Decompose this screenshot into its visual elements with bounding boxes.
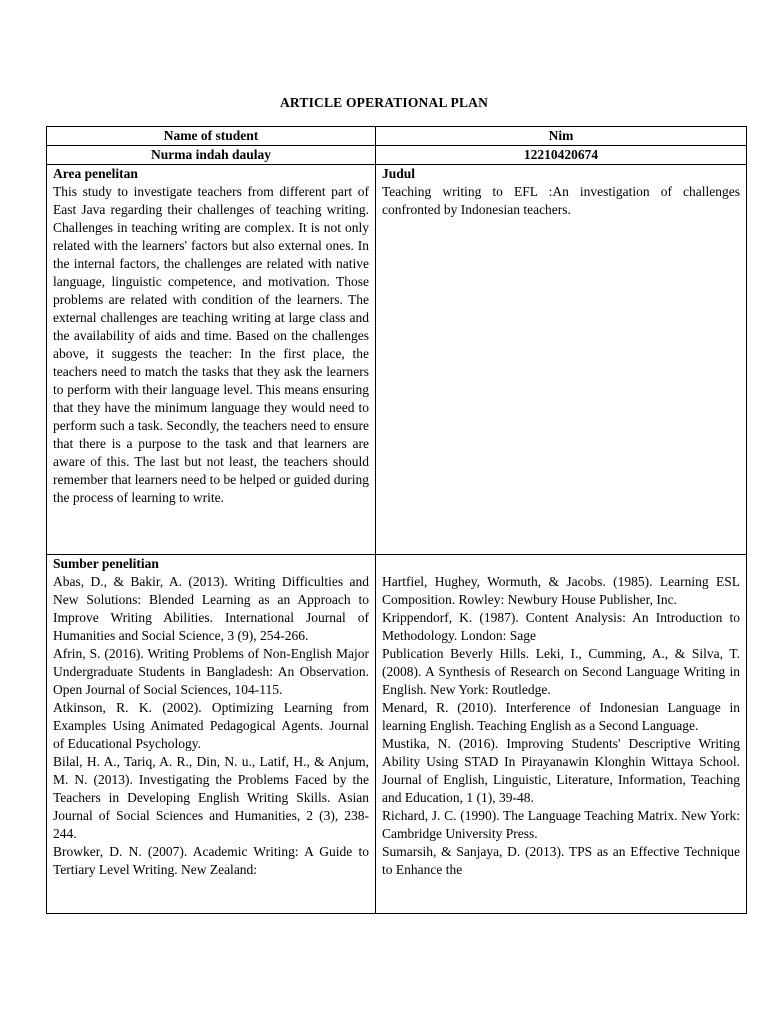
- sumber-left-cell: [47, 555, 376, 914]
- student-name: Nurma indah daulay: [47, 146, 376, 165]
- student-row: [47, 146, 747, 165]
- reference-item: Krippendorf, K. (1987). Content Analysis: An Introduction to Methodology. London: Sage: [382, 610, 740, 643]
- reference-item: Menard, R. (2010). Interference of Indonesian Language in learning English. Teaching English as a Second Language.: [382, 700, 740, 733]
- reference-spacer: [382, 555, 740, 573]
- judul-text: Teaching writing to EFL :An investigation of challenges confronted by Indonesian teachers.: [382, 184, 740, 217]
- col-header-name: Name of student: [47, 127, 376, 146]
- area-cell: [47, 165, 376, 555]
- sumber-row: [47, 555, 747, 914]
- header-row: [47, 127, 747, 146]
- col-header-nim: Nim: [376, 127, 747, 146]
- sumber-label: Sumber penelitian: [53, 556, 159, 571]
- reference-item: Bilal, H. A., Tariq, A. R., Din, N. u., Latif, H., & Anjum, M. N. (2013). Investigating the Problems Faced by the Teachers in Developing English Writing Skills. Asian Journal of Social Sciences and Humanities, 2 (3), 238-244.: [53, 754, 369, 841]
- document-title: ARTICLE OPERATIONAL PLAN: [279, 95, 489, 110]
- operational-plan-table: [46, 126, 747, 914]
- sumber-right-cell: [376, 555, 747, 914]
- reference-item: Publication Beverly Hills. Leki, I., Cumming, A., & Silva, T. (2008). A Synthesis of Research on Second Language Writing in English. New York: Routledge.: [382, 646, 740, 697]
- reference-item: Browker, D. N. (2007). Academic Writing: A Guide to Tertiary Level Writing. New Zealand:: [53, 844, 369, 877]
- reference-item: Richard, J. C. (1990). The Language Teaching Matrix. New York: Cambridge University Press.: [382, 808, 740, 841]
- reference-item: Afrin, S. (2016). Writing Problems of Non-English Major Undergraduate Students in Bangladesh: An Observation. Open Journal of Social Sciences, 104-115.: [53, 646, 369, 697]
- reference-item: Atkinson, R. K. (2002). Optimizing Learning from Examples Using Animated Pedagogical Agents. Journal of Educational Psychology.: [53, 700, 369, 751]
- reference-item: Sumarsih, & Sanjaya, D. (2013). TPS as an Effective Technique to Enhance the: [382, 844, 740, 877]
- reference-item: Hartfiel, Hughey, Wormuth, & Jacobs. (1985). Learning ESL Composition. Rowley: Newbury House Publisher, Inc.: [382, 574, 740, 607]
- area-judul-row: [47, 165, 747, 555]
- judul-cell: [376, 165, 747, 555]
- student-nim: 12210420674: [376, 146, 747, 165]
- reference-item: Abas, D., & Bakir, A. (2013). Writing Difficulties and New Solutions: Blended Learning as an Approach to Improve Writing Abilities. International Journal of Humanities and Social Science, 3 (9), 254-266.: [53, 574, 369, 643]
- reference-item: Mustika, N. (2016). Improving Students' Descriptive Writing Ability Using STAD In Pirayanawin Klonghin Wittaya School. Journal of English, Linguistic, Literature, Information, Teaching and Education, 1 (1), 39-48.: [382, 736, 740, 805]
- judul-label: Judul: [382, 166, 416, 181]
- area-text: This study to investigate teachers from different part of East Java regarding their challenges of teaching writing. Challenges in teaching writing are complex. It is not only related with the learners' factors but also external ones. In the internal factors, the challenges are related with native language, linguistic competence, and motivation. Those problems are related with condition of the learners. The external challenges are teaching writing at large class and the availability of aids and time. Based on the challenges above, it suggests the teacher: In the first place, the teachers need to match the tasks that they ask the learners to perform with their language level. This means ensuring that they have the minimum language they would need to perform such a task. Secondly, the teachers need to ensure that there is a purpose to the task and that learners are aware of this. The last but not least, the teachers should remember that learners need to be helped or guided during the process of learning to write.: [53, 184, 370, 505]
- area-label: Area penelitan: [53, 166, 138, 181]
